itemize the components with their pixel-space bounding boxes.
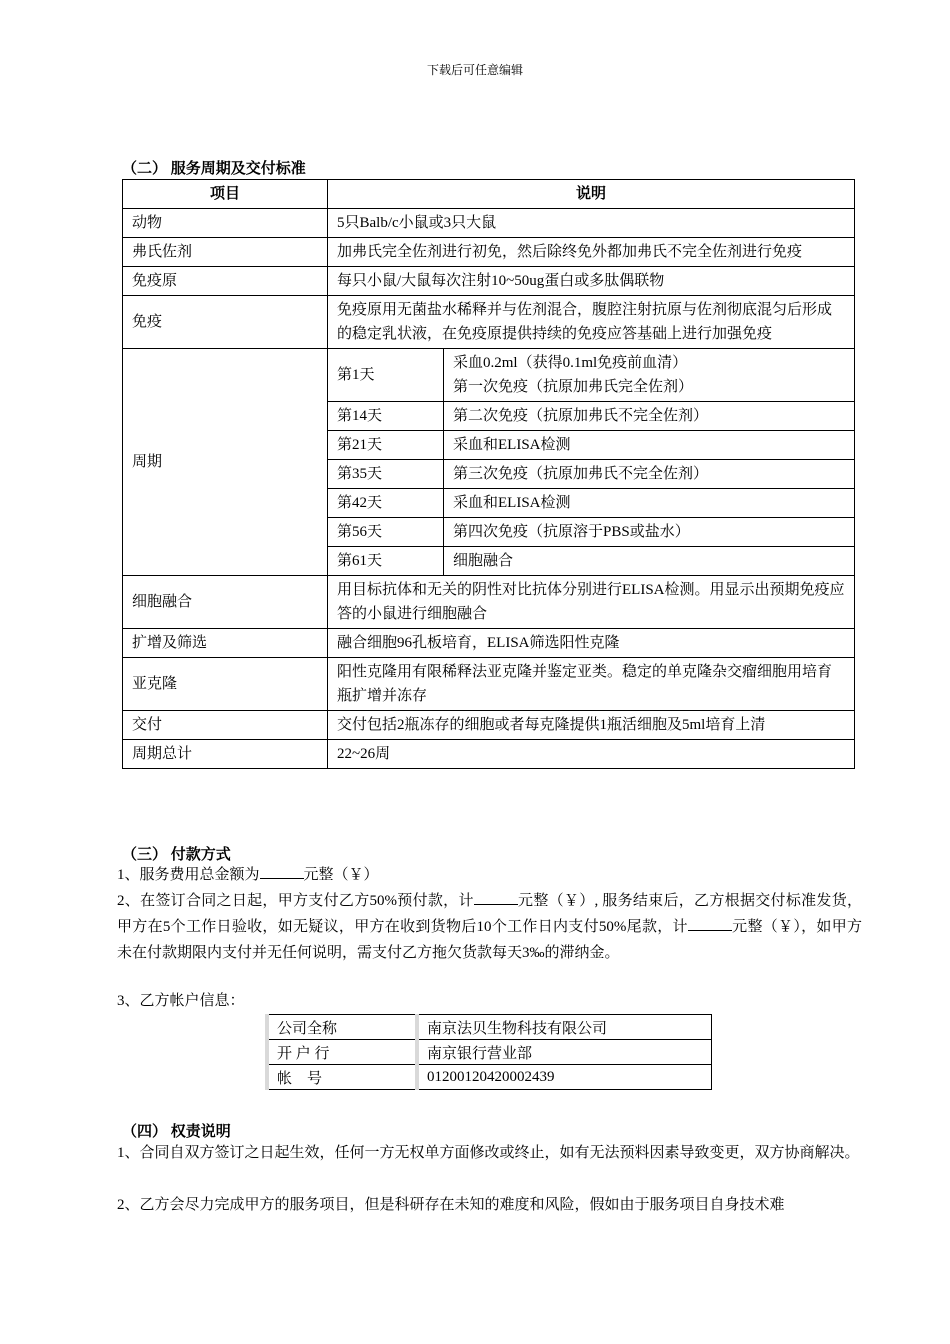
row-item: 周期总计 <box>123 740 328 769</box>
row-desc: 每只小鼠/大鼠每次注射10~50ug蛋白或多肽偶联物 <box>328 267 855 296</box>
table-row <box>123 740 855 769</box>
payment-clause-2-mid: 元整（￥）, 服务结束后，乙方根据交付标准发货，甲方在5个工作日验收，如无疑议，甲方在收到货物后10个工作日内支付50%尾款，计 <box>117 893 862 935</box>
row-item: 动物 <box>123 209 328 238</box>
table-row <box>123 267 855 296</box>
payment-clause-2-text: 2、在签订合同之日起，甲方支付乙方50%预付款，计 <box>117 893 474 909</box>
account-row <box>267 1065 712 1090</box>
section-title-service-period: （二） 服务周期及交付标准 <box>122 161 306 177</box>
period-activity: 第四次免疫（抗原溶于PBS或盐水） <box>444 518 855 547</box>
row-desc: 5只Balb/c小鼠或3只大鼠 <box>328 209 855 238</box>
period-day: 第1天 <box>328 349 444 402</box>
table-row <box>123 629 855 658</box>
row-item: 免疫原 <box>123 267 328 296</box>
period-activity: 采血和ELISA检测 <box>444 489 855 518</box>
period-activity: 第三次免疫（抗原加弗氏不完全佐剂） <box>444 460 855 489</box>
period-day: 第21天 <box>328 431 444 460</box>
rights-clause-1: 1、合同自双方签订之日起生效，任何一方无权单方面修改或终止，如有无法预料因素导致变更，双方协商解决。 <box>117 1145 860 1161</box>
row-item: 免疫 <box>123 296 328 349</box>
table-header-row <box>123 180 855 209</box>
account-row <box>267 1040 712 1065</box>
payment-clause-2 <box>117 888 862 966</box>
period-activity: 细胞融合 <box>444 547 855 576</box>
period-activity-line: 第一次免疫（抗原加弗氏完全佐剂） <box>453 379 694 395</box>
period-day: 第42天 <box>328 489 444 518</box>
row-desc: 阳性克隆用有限稀释法亚克隆并鉴定亚类。稳定的单克隆杂交瘤细胞用培育瓶扩增并冻存 <box>328 658 855 711</box>
payment-clause-1 <box>117 862 862 888</box>
account-value: 南京银行营业部 <box>417 1040 712 1065</box>
header-note: 下载后可任意编辑 <box>426 63 523 77</box>
account-value: 01200120420002439 <box>417 1065 712 1090</box>
col-header-description: 说明 <box>328 180 855 209</box>
row-desc: 加弗氏完全佐剂进行初免，然后除终免外都加弗氏不完全佐剂进行免疫 <box>328 238 855 267</box>
table-row <box>123 576 855 629</box>
row-item: 扩增及筛选 <box>123 629 328 658</box>
section-title-payment: （三） 付款方式 <box>122 847 231 863</box>
table-row <box>123 296 855 349</box>
table-row <box>123 658 855 711</box>
period-label: 周期 <box>123 349 328 576</box>
account-row <box>267 1015 712 1040</box>
amount-blank <box>260 862 304 879</box>
period-activity <box>444 349 855 402</box>
row-item: 细胞融合 <box>123 576 328 629</box>
payment-clause-1-text: 1、服务费用总金额为 <box>117 867 260 883</box>
account-label: 开 户 行 <box>267 1040 417 1065</box>
payment-clause-2-end: 元整（￥），如甲方未在付款期限内支付并无任何说明，需支付乙方拖欠货款每天3‰的滞纳金。 <box>117 919 862 961</box>
period-day: 第14天 <box>328 402 444 431</box>
amount-blank <box>474 888 518 905</box>
table-row <box>123 238 855 267</box>
period-day: 第35天 <box>328 460 444 489</box>
row-desc: 22~26周 <box>328 740 855 769</box>
rights-clause-2: 2、乙方会尽力完成甲方的服务项目，但是科研存在未知的难度和风险，假如由于服务项目自身技术难 <box>117 1197 785 1213</box>
table-row <box>123 711 855 740</box>
amount-blank <box>688 914 732 931</box>
account-table <box>265 1014 712 1090</box>
row-item: 弗氏佐剂 <box>123 238 328 267</box>
period-day: 第61天 <box>328 547 444 576</box>
row-desc: 交付包括2瓶冻存的细胞或者每克隆提供1瓶活细胞及5ml培育上清 <box>328 711 855 740</box>
period-activity-line: 采血0.2ml（获得0.1ml免疫前血清） <box>453 355 688 371</box>
period-activity: 采血和ELISA检测 <box>444 431 855 460</box>
row-desc: 融合细胞96孔板培育，ELISA筛选阳性克隆 <box>328 629 855 658</box>
period-day: 第56天 <box>328 518 444 547</box>
row-item: 亚克隆 <box>123 658 328 711</box>
account-label: 公司全称 <box>267 1015 417 1040</box>
table-row <box>123 209 855 238</box>
account-value: 南京法贝生物科技有限公司 <box>417 1015 712 1040</box>
account-info-label: 3、乙方帐户信息： <box>117 993 245 1009</box>
account-label: 帐 号 <box>267 1065 417 1090</box>
period-row <box>123 349 855 402</box>
row-desc: 免疫原用无菌盐水稀释并与佐剂混合，腹腔注射抗原与佐剂彻底混匀后形成的稳定乳状液，在免疫原提供持续的免疫应答基础上进行加强免疫 <box>328 296 855 349</box>
col-header-item: 项目 <box>123 180 328 209</box>
service-table <box>122 179 855 769</box>
payment-clause-1-suffix: 元整（￥） <box>303 867 379 883</box>
section-title-rights: （四） 权责说明 <box>122 1124 231 1140</box>
row-desc: 用目标抗体和无关的阴性对比抗体分别进行ELISA检测。用显示出预期免疫应答的小鼠进行细胞融合 <box>328 576 855 629</box>
row-item: 交付 <box>123 711 328 740</box>
period-activity: 第二次免疫（抗原加弗氏不完全佐剂） <box>444 402 855 431</box>
